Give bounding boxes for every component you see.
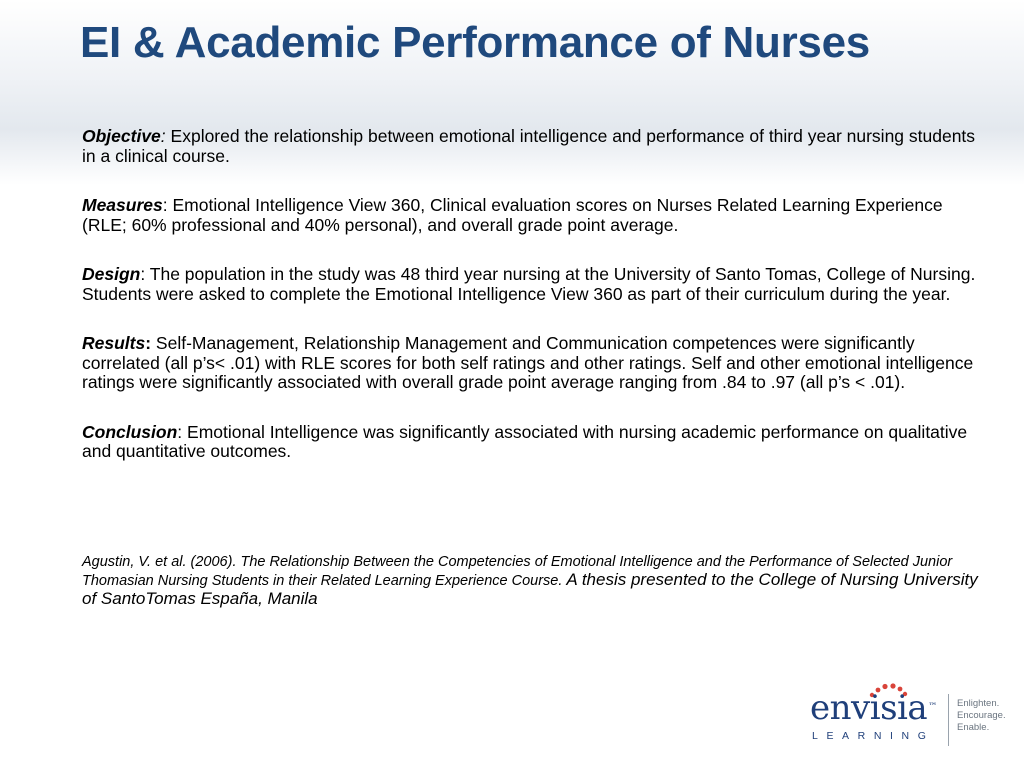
logo-tagline [957,698,1006,734]
measures-paragraph [82,196,982,235]
conclusion-text: Emotional Intelligence was significantly associated with nursing academic performance on qualitative and quantitative outcomes. [82,421,968,461]
logo-subtitle: LEARNING [812,730,935,742]
slide-title: EI & Academic Performance of Nurses [80,18,870,67]
conclusion-paragraph [82,423,982,462]
tagline-line-3: Enable. [957,722,990,733]
logo-trademark: ™ [928,702,937,712]
citation [82,553,987,609]
citation-main: Agustin, V. et al. (2006). The Relationship Between the Competencies of Emotional Intelligence and the Performance of Selected Junior Thomasian Nursing Students in their Related Learning Experience Course. [82,554,953,589]
design-separator: : [140,264,146,284]
citation-emphasis: A thesis presented to the College of Nursing University of SantoTomas España, Manila [82,570,978,608]
design-label: Design [82,264,141,284]
logo-word: envisia [810,688,928,728]
measures-separator: : [162,195,168,215]
design-text: The population in the study was 48 third year nursing at the University of Santo Tomas, College of Nursing. Students were asked to complete the Emotional Intelligence View 360 as part of their curriculum during the year. [82,264,976,304]
objective-text: Explored the relationship between emotional intelligence and performance of third year nursing students in a clinical course. [82,126,976,166]
slide-body [82,127,982,492]
objective-separator: : [160,126,166,146]
tagline-line-1: Enlighten. [957,698,1000,709]
tagline-line-2: Encourage. [957,710,1006,721]
measures-label: Measures [82,195,163,215]
results-text: Self-Management, Relationship Management and Communication competences were significantly correlated (all p’s< .01) with RLE scores for both self ratings and other ratings. Self and other emotional intelligence ratings were significantly associated with overall grade point average ranging from .84 to .97 (all p’s < .01). [82,333,974,392]
results-label: Results [82,333,146,353]
conclusion-label: Conclusion [82,421,178,442]
results-paragraph [82,334,982,393]
results-separator: : [145,333,152,353]
objective-label: Objective [82,126,161,146]
objective-paragraph [82,127,982,166]
measures-text: Emotional Intelligence View 360, Clinical evaluation scores on Nurses Related Learning Experience (RLE; 60% professional and 40% personal), and overall grade point average. [82,195,943,235]
conclusion-separator: : [177,421,183,442]
design-paragraph [82,265,982,304]
logo-divider [948,694,949,746]
envisia-learning-logo [806,686,1006,750]
logo-wordmark [810,688,936,728]
